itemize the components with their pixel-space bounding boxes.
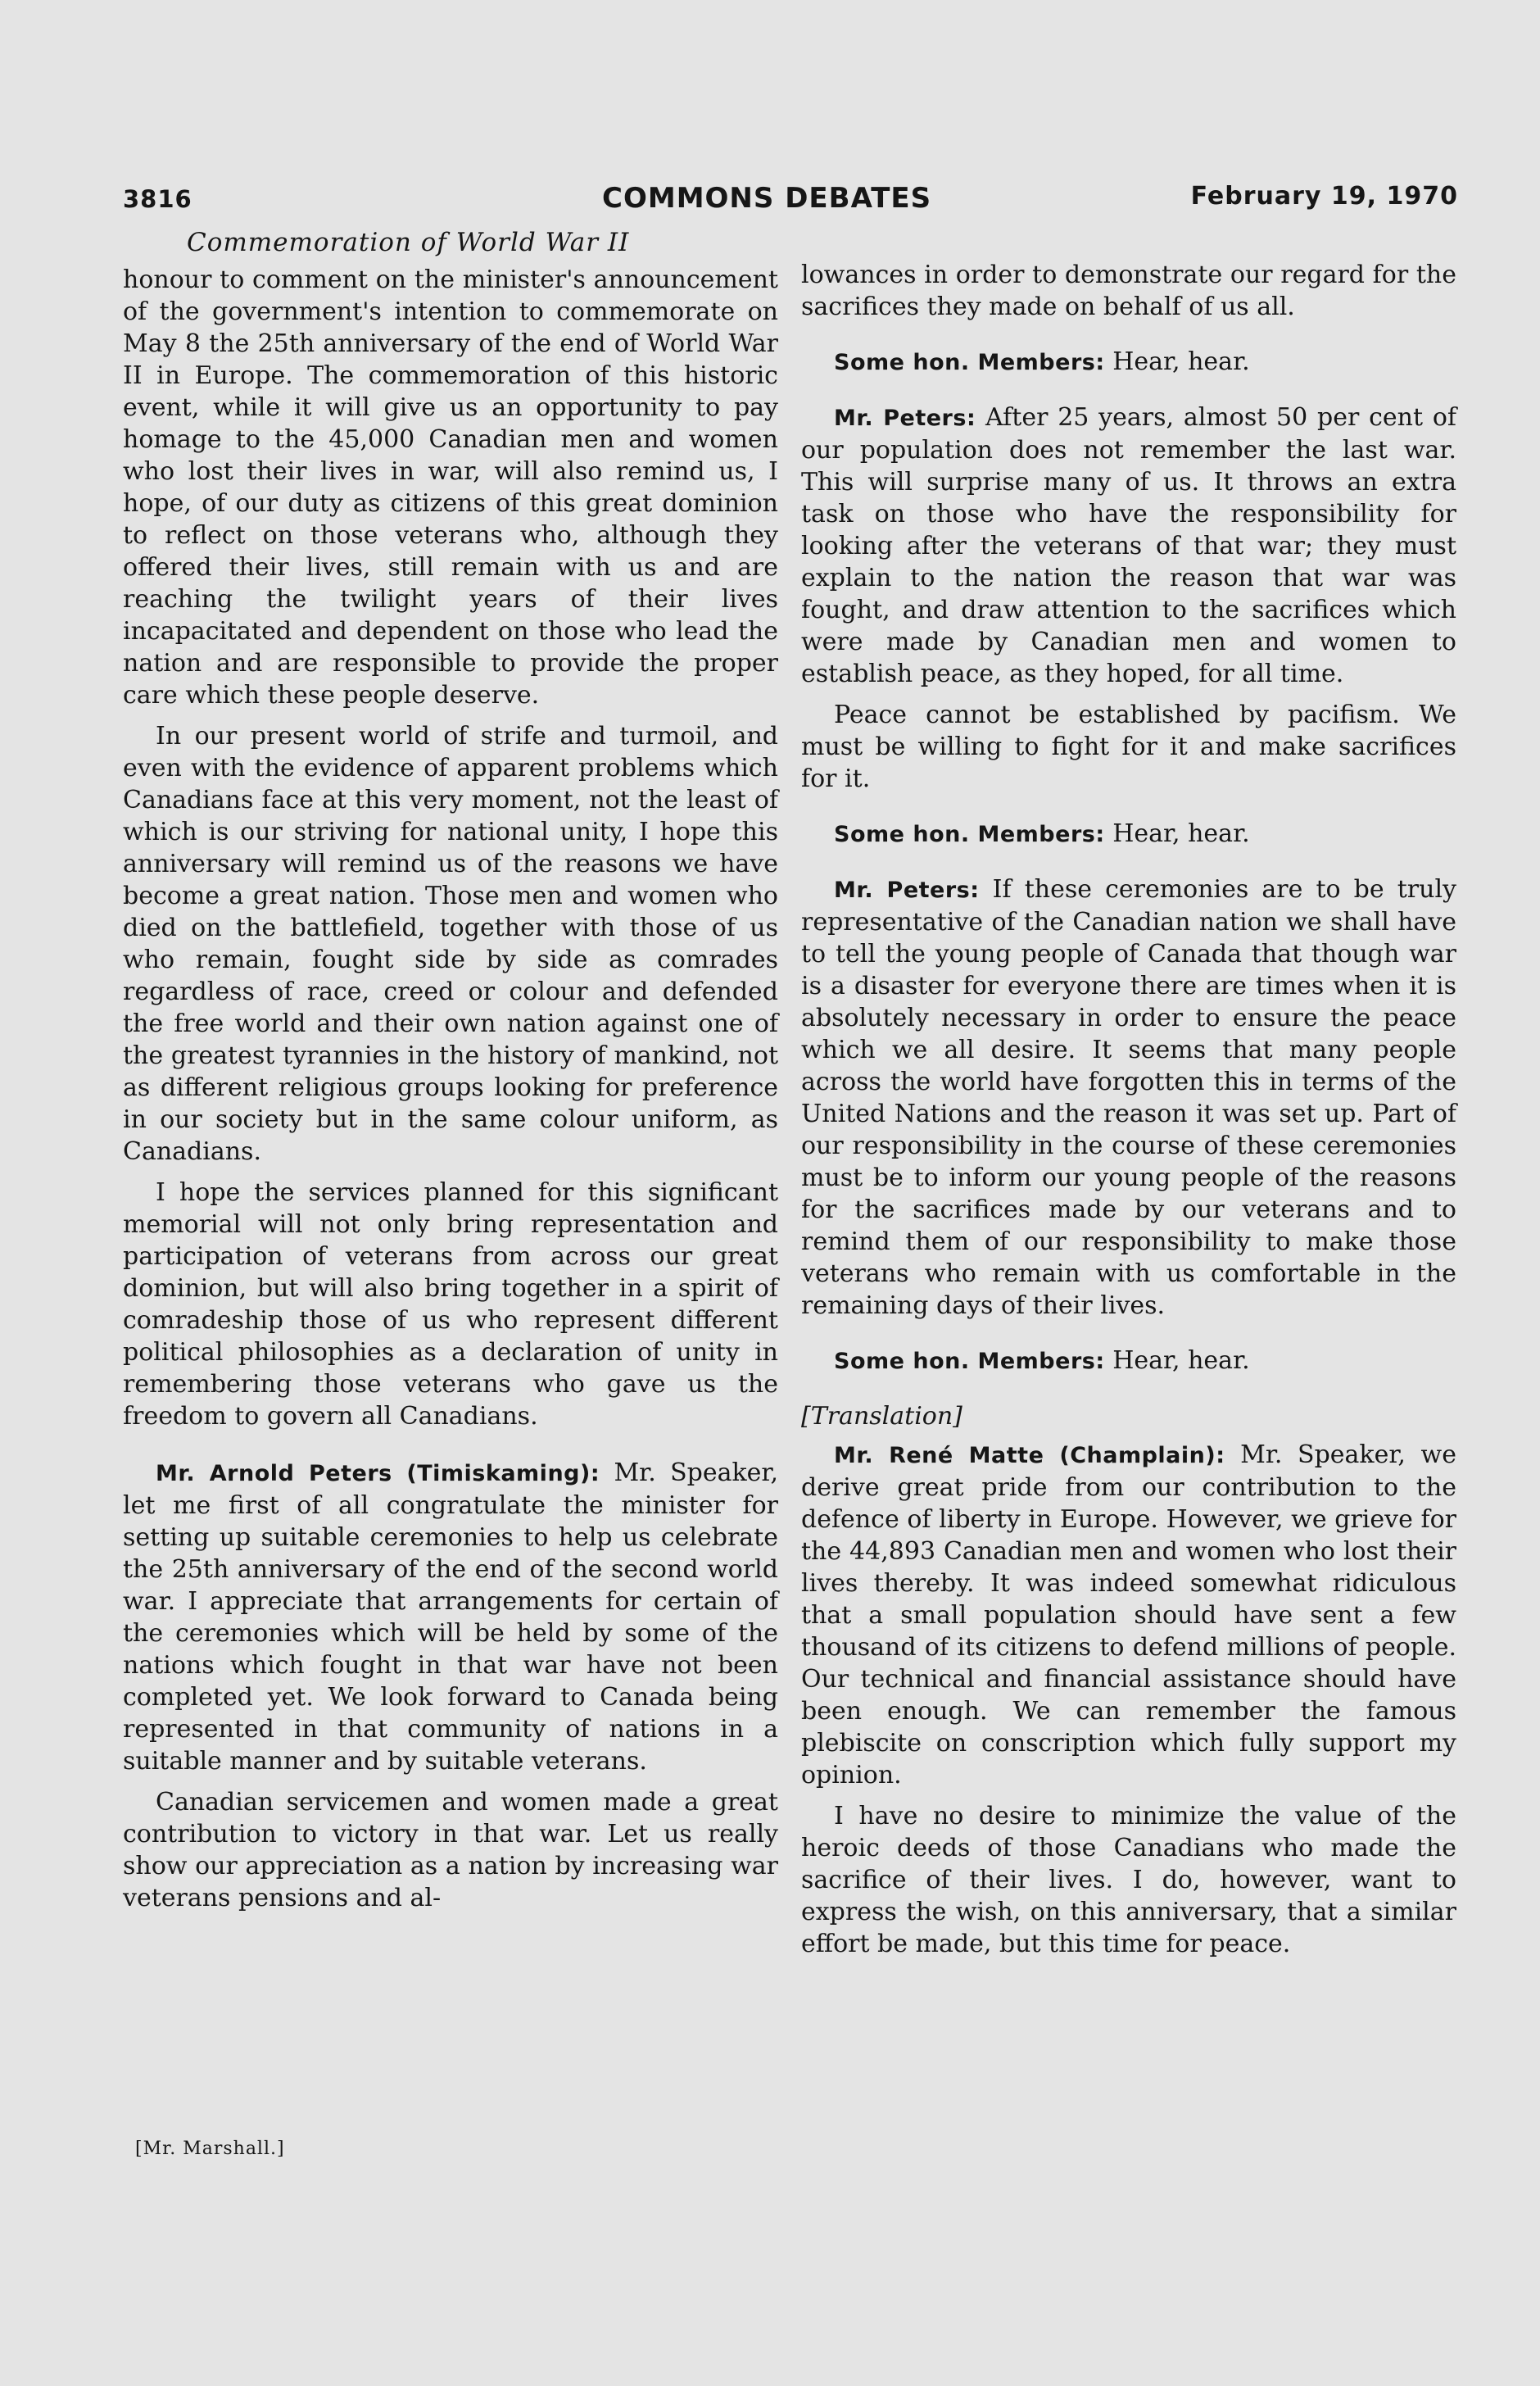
speaker-name: Some hon. Members: [834, 350, 1105, 375]
speaker-name: Some hon. Members: [834, 822, 1105, 847]
speech-text: Mr. Speaker, we derive great pride from our contribution to the defence of liberty in Europe. However, we grieve for the 44,893 Canadian men and women who lost their lives thereby. It was indeed somewhat ridiculous that a small population should have sent a few thousand of its citizens to defend millions of people. Our technical and financial assistance should have been enough. We can remember the famous plebiscite on conscription which fully support my opinion. [801, 1440, 1456, 1790]
speech-text: Hear, hear. [1112, 819, 1250, 848]
left-paragraph-4 [123, 1457, 778, 1777]
left-paragraph-1: honour to comment on the minister's announcement of the government's intention to commemorate on May 8 the 25th anniversary of the end of World War II in Europe. The commemoration of this historic event, while it will give us an opportunity to pay homage to the 45,000 Canadian men and women who lost their lives in war, will also remind us, I hope, of our duty as citizens of this great dominion to reflect on those veterans who, although they offered their lives, still remain with us and are reaching the twilight years of their lives incapacitated and dependent on those who lead the nation and are responsible to provide the proper care which these people deserve. [123, 265, 778, 710]
interjection-1 [801, 346, 1456, 379]
section-title: Commemoration of World War II [187, 228, 630, 257]
speech-text: Mr. Speaker, let me first of all congratulate the minister for setting up suitable ceremonies to help us celebrate the 25th anniversary of the end of the second world war. I appreciate that arrangements for certain of the ceremonies which will be held by some of the nations which fought in that war have not been completed yet. We look forward to Canada being represented in that community of nations in a suitable manner and by suitable veterans. [123, 1458, 778, 1776]
right-paragraph-4 [801, 873, 1456, 1322]
speaker-name: Mr. René Matte (Champlain): [834, 1443, 1225, 1468]
speaker-name: Mr. Arnold Peters (Timiskaming): [156, 1461, 600, 1486]
interjection-3 [801, 1345, 1456, 1377]
right-paragraph-2 [801, 401, 1456, 690]
left-paragraph-5: Canadian servicemen and women made a great contribution to victory in that war. Let us really show our appreciation as a nation by increasing war veterans pensions and al- [123, 1788, 778, 1912]
right-paragraph-5 [801, 1439, 1456, 1791]
left-column [123, 264, 778, 1923]
speech-text: Hear, hear. [1112, 347, 1250, 376]
publication-date: February 19, 1970 [1190, 182, 1458, 211]
right-paragraph-3: Peace cannot be established by pacifism. We must be willing to fight for it and make sacrifices for it. [801, 701, 1456, 793]
left-paragraph-3: I hope the services planned for this significant memorial will not only bring representation and participation of veterans from across our great dominion, but will also bring together in a spirit of comradeship those of us who represent different political philosophies as a declaration of unity in remembering those veterans who gave us the freedom to govern all Canadians. [123, 1178, 778, 1431]
publication-title: COMMONS DEBATES [602, 182, 932, 215]
right-paragraph-6: I have no desire to minimize the value of the heroic deeds of those Canadians who made the sacrifice of their lives. I do, however, want to express the wish, on this anniversary, that a similar effort be made, but this time for peace. [801, 1802, 1456, 1958]
right-paragraph-1: lowances in order to demonstrate our regard for the sacrifices they made on behalf of us all. [801, 261, 1456, 321]
interjection-2 [801, 818, 1456, 851]
speaker-name: Mr. Peters: [834, 878, 980, 903]
footer-speaker-note: [Mr. Marshall.] [135, 2139, 285, 2159]
speech-text: Hear, hear. [1112, 1346, 1250, 1375]
right-column [801, 259, 1456, 1969]
speaker-name: Some hon. Members: [834, 1349, 1105, 1374]
page-header [123, 182, 1458, 221]
left-paragraph-2: In our present world of strife and turmoil, and even with the evidence of apparent problems which Canadians face at this very moment, not the least of which is our striving for national unity, I hope this anniversary will remind us of the reasons we have become a great nation. Those men and women who died on the battlefield, together with those of us who remain, fought side by side as comrades regardless of race, creed or colour and defended the free world and their own nation against one of the greatest tyrannies in the history of mankind, not as different religious groups looking for preference in our society but in the same colour uniform, as Canadians. [123, 722, 778, 1166]
speaker-name: Mr. Peters: [834, 406, 976, 431]
speech-text: After 25 years, almost 50 per cent of our population does not remember the last war. This will surprise many of us. It throws an extra task on those who have the responsibility for looking after the veterans of that war; they must explain to the nation the reason that war was fought, and draw attention to the sacrifices which were made by Canadian men and women to establish peace, as they hoped, for all time. [801, 403, 1456, 688]
page-number: 3816 [123, 185, 192, 213]
speech-text: If these ceremonies are to be truly representative of the Canadian nation we shall have to tell the young people of Canada that though war is a disaster for everyone there are times when it is absolutely necessary in order to ensure the peace which we all desire. It seems that many people across the world have forgotten this in terms of the United Nations and the reason it was set up. Part of our responsibility in the course of these ceremonies must be to inform our young people of the reasons for the sacrifices made by our veterans and to remind them of our responsibility to make those veterans who remain with us comfortable in the remaining days of their lives. [801, 875, 1456, 1320]
translation-marker: [Translation] [801, 1402, 962, 1431]
